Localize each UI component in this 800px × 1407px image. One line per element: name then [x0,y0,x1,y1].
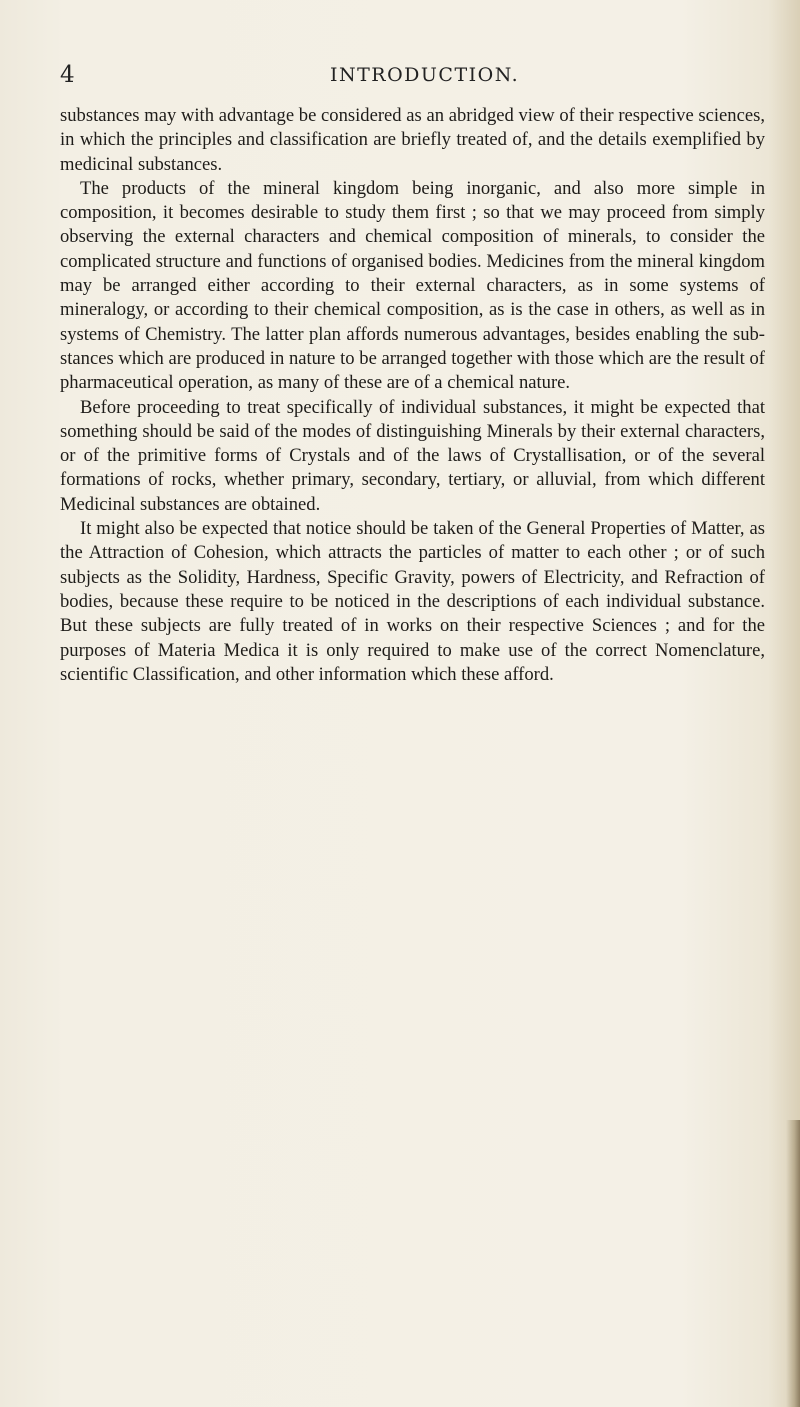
paragraph-continuation: substances may with advantage be considered as an abridged view of their respective sciences, in which the principles and classification are briefly treated of, and the details exemplified by medicinal substances. [60,105,765,175]
page-edge-shadow [786,1120,800,1407]
running-title: INTRODUCTION. [330,64,520,86]
paragraph-mineral-kingdom: The products of the mineral kingdom being inorganic, and also more simple in composition, it becomes desirable to study them first ; so that we may proceed from simply observing the external characters and chemical composition of minerals, to consider the complicated structure and functions of organised bodies. Medicines from the mineral kingdom may be arranged either according to their external characters, as in some systems of mineralogy, or according to their chemical composition, as is the case in others, as well as in systems of Chemistry. The latter plan affords numerous advantages, besides enabling the sub- stances which are produced in nature to be arranged together with those which are the result of pharmaceutical operation, as many of these are of a chemical nature. [60,177,765,394]
page-number: 4 [60,62,75,88]
running-head [60,62,760,88]
paragraph-before-proceeding: Before proceeding to treat specifically of individual substances, it might be expected that something should be said of the modes of distinguishing Minerals by their external characters, or of the primitive forms of Crystals and of the laws of Crystallisation, or of the several formations of rocks, whether primary, secondary, tertiary, or alluvial, from which different Medicinal substances are obtained. [60,396,765,515]
paragraph-general-properties: It might also be expected that notice should be taken of the General Properties of Matter, as the Attraction of Cohesion, which attracts the particles of matter to each other ; or of such subjects as the Solidity, Hardness, Specific Gravity, powers of Electricity, and Refraction of bodies, because these require to be noticed in the descriptions of each individual substance. But these subjects are fully treated of in works on their respective Sciences ; and for the purposes of Materia Medica it is only required to make use of the correct Nomenclature, scientific Classification, and other information which these afford. [60,518,765,685]
body-text [60,104,765,687]
